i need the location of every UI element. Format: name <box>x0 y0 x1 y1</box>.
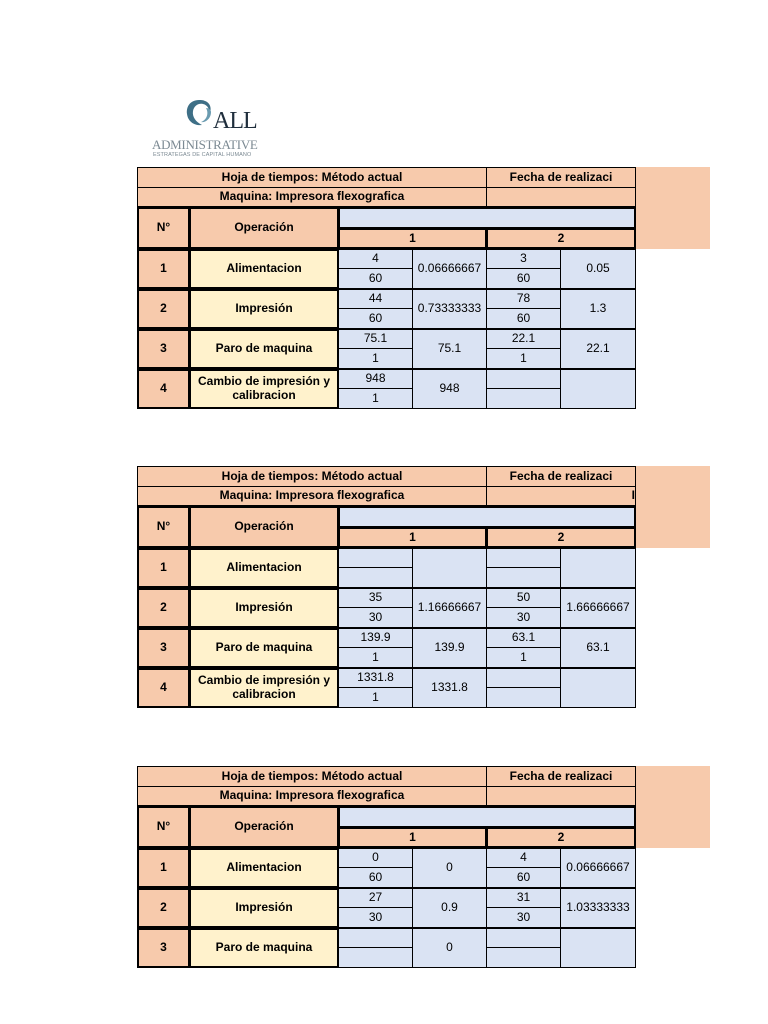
group2-result[interactable] <box>560 369 636 409</box>
col-number-header[interactable]: N° <box>137 806 190 848</box>
group1-numerator[interactable] <box>338 928 413 948</box>
group2-denominator[interactable] <box>486 388 561 409</box>
row-operation[interactable]: Cambio de impresión y calibracion <box>189 668 339 708</box>
group1-result[interactable]: 139.9 <box>412 628 487 668</box>
group2-denominator[interactable]: 1 <box>486 647 561 668</box>
machine-label[interactable]: Maquina: Impresora flexografica <box>137 786 487 806</box>
group-1-header[interactable]: 1 <box>338 827 487 848</box>
group-header-blank[interactable] <box>338 207 636 229</box>
row-operation[interactable]: Alimentacion <box>189 249 339 289</box>
row-number[interactable]: 1 <box>137 548 190 588</box>
group2-result[interactable] <box>560 548 636 588</box>
company-logo <box>152 98 272 162</box>
row-number[interactable]: 2 <box>137 588 190 628</box>
group2-result[interactable]: 0.05 <box>560 249 636 289</box>
row-operation[interactable]: Alimentacion <box>189 548 339 588</box>
group2-denominator[interactable] <box>486 567 561 588</box>
group1-denominator[interactable]: 1 <box>338 388 413 409</box>
group1-result[interactable] <box>412 548 487 588</box>
group1-numerator[interactable]: 1331.8 <box>338 668 413 688</box>
row-operation[interactable]: Paro de maquina <box>189 628 339 668</box>
group1-result[interactable]: 0.06666667 <box>412 249 487 289</box>
group2-numerator[interactable] <box>486 548 561 568</box>
group2-result[interactable]: 22.1 <box>560 329 636 369</box>
group-1-header[interactable]: 1 <box>338 228 487 249</box>
group-header-blank[interactable] <box>338 506 636 528</box>
row-operation[interactable]: Paro de maquina <box>189 928 339 968</box>
group-2-header[interactable]: 2 <box>486 527 636 548</box>
date-label[interactable]: Fecha de realizaci <box>486 766 636 787</box>
group2-numerator[interactable]: 3 <box>486 249 561 269</box>
row-number[interactable]: 2 <box>137 888 190 928</box>
group2-denominator[interactable]: 60 <box>486 268 561 289</box>
group2-result[interactable]: 1.66666667 <box>560 588 636 628</box>
group2-denominator[interactable]: 60 <box>486 308 561 329</box>
row-number[interactable]: 1 <box>137 848 190 888</box>
group2-result[interactable]: 0.06666667 <box>560 848 636 888</box>
time-sheet-2 <box>137 466 710 708</box>
group1-denominator[interactable]: 30 <box>338 907 413 928</box>
group1-denominator[interactable]: 60 <box>338 867 413 888</box>
group-2-header[interactable]: 2 <box>486 827 636 848</box>
group2-result[interactable]: 1.3 <box>560 289 636 329</box>
machine-right[interactable] <box>486 187 636 207</box>
group1-denominator[interactable]: 60 <box>338 268 413 289</box>
group2-numerator[interactable] <box>486 668 561 688</box>
sheet-title[interactable]: Hoja de tiempos: Método actual <box>137 766 487 787</box>
sheet-title[interactable]: Hoja de tiempos: Método actual <box>137 466 487 487</box>
group1-result[interactable]: 1.16666667 <box>412 588 487 628</box>
group1-result[interactable]: 0.73333333 <box>412 289 487 329</box>
row-operation[interactable]: Impresión <box>189 888 339 928</box>
group2-denominator[interactable]: 1 <box>486 348 561 369</box>
row-number[interactable]: 2 <box>137 289 190 329</box>
logo-swirl-icon <box>184 98 214 128</box>
group1-result[interactable]: 1331.8 <box>412 668 487 708</box>
group1-denominator[interactable]: 30 <box>338 607 413 628</box>
machine-right[interactable] <box>486 786 636 806</box>
group1-denominator[interactable]: 1 <box>338 647 413 668</box>
group2-result[interactable] <box>560 928 636 968</box>
group2-numerator[interactable]: 4 <box>486 848 561 868</box>
group1-result[interactable]: 0 <box>412 848 487 888</box>
col-operation-header[interactable]: Operación <box>189 207 339 249</box>
time-sheet-1 <box>137 167 710 409</box>
group1-numerator[interactable]: 139.9 <box>338 628 413 648</box>
sheet-overflow-fill <box>635 167 710 249</box>
group2-result[interactable]: 63.1 <box>560 628 636 668</box>
group2-numerator[interactable]: 63.1 <box>486 628 561 648</box>
group2-result[interactable] <box>560 668 636 708</box>
group1-result[interactable]: 948 <box>412 369 487 409</box>
row-operation[interactable]: Alimentacion <box>189 848 339 888</box>
group2-numerator[interactable] <box>486 928 561 948</box>
group1-numerator[interactable]: 35 <box>338 588 413 608</box>
row-number[interactable]: 3 <box>137 329 190 369</box>
group2-denominator[interactable]: 60 <box>486 867 561 888</box>
group1-numerator[interactable]: 4 <box>338 249 413 269</box>
logo-tagline: ESTRATEGAS DE CAPITAL HUMANO <box>153 152 252 158</box>
group1-result[interactable]: 0.9 <box>412 888 487 928</box>
machine-label[interactable]: Maquina: Impresora flexografica <box>137 486 487 506</box>
col-operation-header[interactable]: Operación <box>189 506 339 548</box>
row-number[interactable]: 3 <box>137 628 190 668</box>
group2-numerator[interactable]: 50 <box>486 588 561 608</box>
row-number[interactable]: 3 <box>137 928 190 968</box>
row-number[interactable]: 1 <box>137 249 190 289</box>
group2-numerator[interactable]: 22.1 <box>486 329 561 349</box>
time-sheet-3 <box>137 766 710 955</box>
date-label[interactable]: Fecha de realizaci <box>486 466 636 487</box>
row-operation[interactable]: Paro de maquina <box>189 329 339 369</box>
group1-numerator[interactable]: 0 <box>338 848 413 868</box>
group2-numerator[interactable]: 31 <box>486 888 561 908</box>
machine-right[interactable]: I <box>486 486 636 506</box>
row-operation[interactable]: Impresión <box>189 289 339 329</box>
group1-denominator[interactable] <box>338 567 413 588</box>
machine-label[interactable]: Maquina: Impresora flexografica <box>137 187 487 207</box>
row-number[interactable]: 4 <box>137 369 190 409</box>
row-number[interactable]: 4 <box>137 668 190 708</box>
col-number-header[interactable]: N° <box>137 506 190 548</box>
group2-denominator[interactable] <box>486 947 561 968</box>
group2-denominator[interactable]: 30 <box>486 607 561 628</box>
group1-numerator[interactable]: 27 <box>338 888 413 908</box>
group1-numerator[interactable]: 948 <box>338 369 413 389</box>
logo-line1: ADMINISTRATIVE <box>152 137 258 152</box>
sheet-title[interactable]: Hoja de tiempos: Método actual <box>137 167 487 188</box>
group2-numerator[interactable] <box>486 369 561 389</box>
group1-result[interactable]: 0 <box>412 928 487 968</box>
group2-denominator[interactable] <box>486 687 561 708</box>
group-header-blank[interactable] <box>338 806 636 828</box>
group2-denominator[interactable]: 30 <box>486 907 561 928</box>
date-label[interactable]: Fecha de realizaci <box>486 167 636 188</box>
group2-result[interactable]: 1.03333333 <box>560 888 636 928</box>
sheet-overflow-fill <box>635 766 710 848</box>
group-2-header[interactable]: 2 <box>486 228 636 249</box>
group1-numerator[interactable] <box>338 548 413 568</box>
group1-denominator[interactable] <box>338 947 413 968</box>
group1-numerator[interactable]: 44 <box>338 289 413 309</box>
sheet-overflow-fill <box>635 466 710 548</box>
row-operation[interactable]: Cambio de impresión y calibracion <box>189 369 339 409</box>
col-number-header[interactable]: N° <box>137 207 190 249</box>
col-operation-header[interactable]: Operación <box>189 806 339 848</box>
group1-numerator[interactable]: 75.1 <box>338 329 413 349</box>
group1-denominator[interactable]: 1 <box>338 687 413 708</box>
group1-result[interactable]: 75.1 <box>412 329 487 369</box>
group2-numerator[interactable]: 78 <box>486 289 561 309</box>
logo-name: ALL <box>213 108 257 134</box>
row-operation[interactable]: Impresión <box>189 588 339 628</box>
group-1-header[interactable]: 1 <box>338 527 487 548</box>
group1-denominator[interactable]: 1 <box>338 348 413 369</box>
group1-denominator[interactable]: 60 <box>338 308 413 329</box>
